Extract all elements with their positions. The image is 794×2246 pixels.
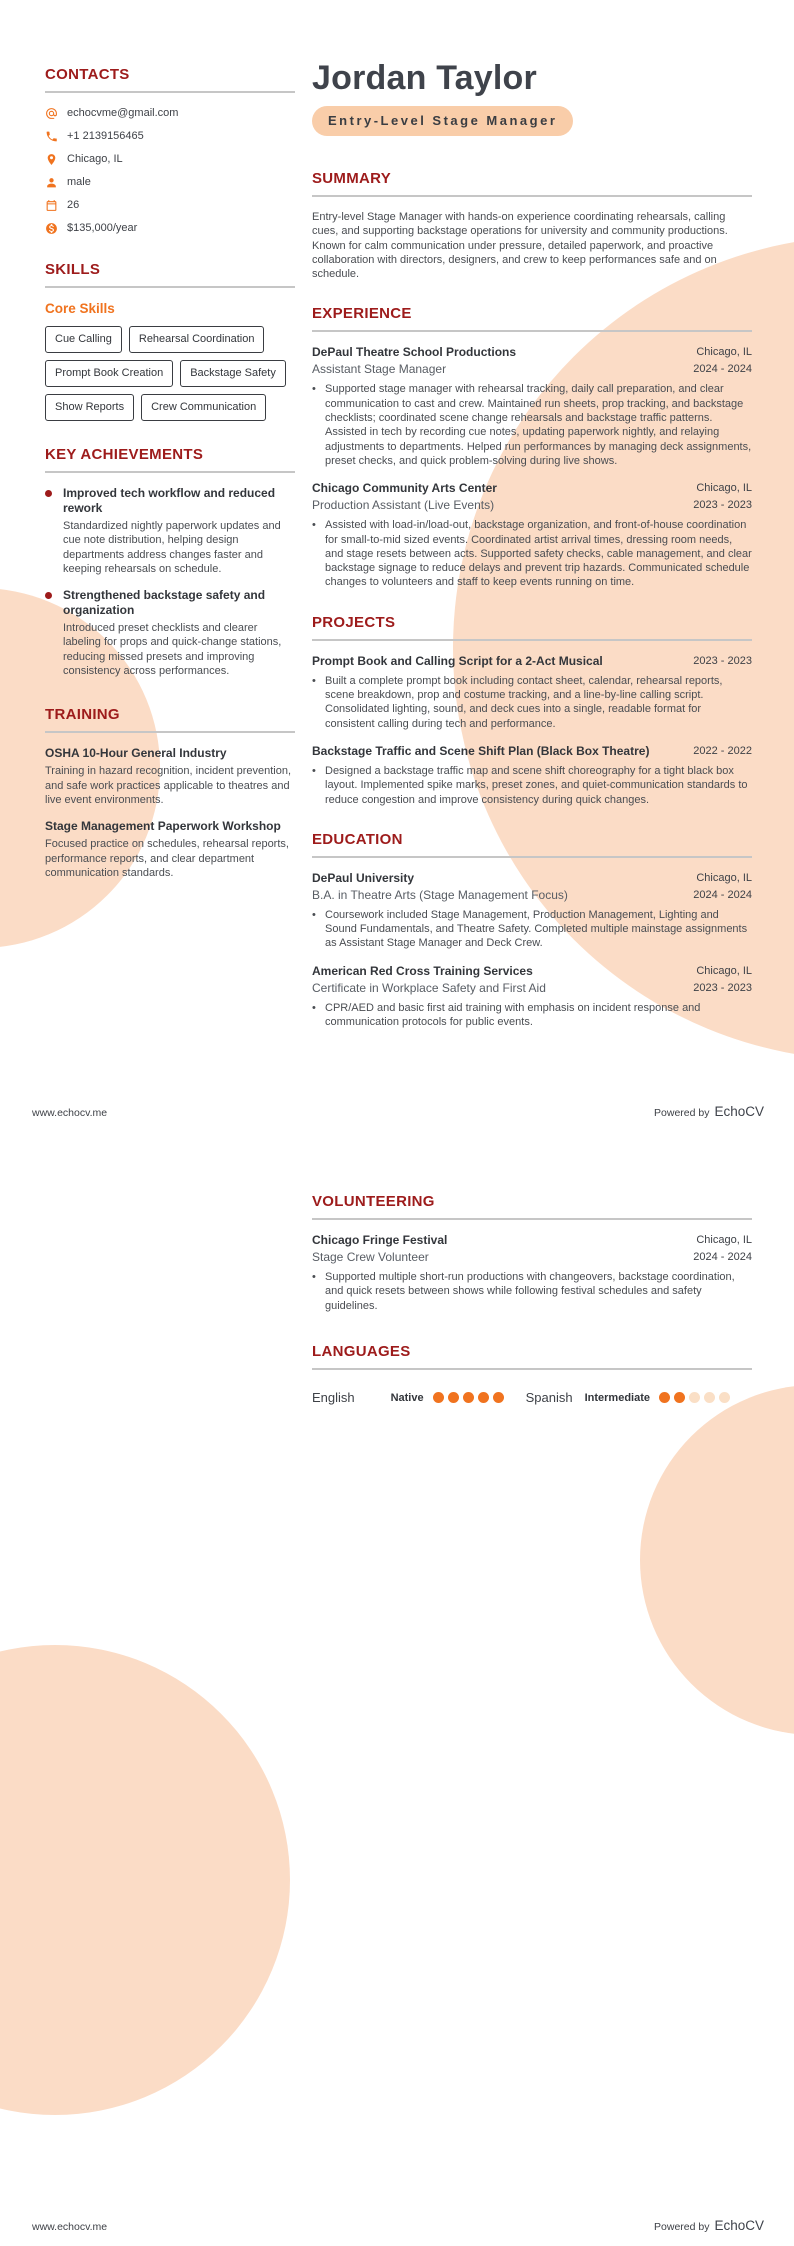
project-item: [312, 654, 752, 731]
volunteering-section: [312, 1193, 752, 1313]
decorative-circle: [640, 1385, 794, 1735]
brand-logo-text[interactable]: EchoCV: [714, 2218, 764, 2233]
bullet-dot: •: [312, 674, 316, 687]
main-column: [312, 58, 752, 1042]
main-column-page2: [312, 1193, 752, 1406]
contacts-section: [45, 66, 295, 235]
language-level-dots: [659, 1392, 730, 1403]
education-item: [312, 871, 752, 951]
bullet-dot: •: [312, 519, 316, 532]
project-title: Backstage Traffic and Scene Shift Plan (Black Box Theatre): [312, 743, 650, 758]
skill-chip: Show Reports: [45, 394, 134, 421]
bullet-dot: •: [312, 908, 316, 921]
project-bullet-text: Built a complete prompt book including contact sheet, calendar, rehearsal reports, scene breakdown, prop and costume tracking, and a line-by-line calling script. Consolidated lighting, sound, and deck cues into a single, readable format for consistent calling during tech and performance.: [325, 674, 723, 730]
education-location: Chicago, IL: [696, 964, 752, 977]
organization-name: Chicago Fringe Festival: [312, 1233, 448, 1247]
languages-heading: LANGUAGES: [312, 1343, 752, 1370]
company-name: Chicago Community Arts Center: [312, 481, 497, 496]
training-heading: TRAINING: [45, 706, 295, 733]
training-section: [45, 706, 295, 880]
achievement-title: Strengthened backstage safety and organization: [63, 588, 266, 618]
page-footer: [32, 1103, 764, 1121]
skill-chip: Prompt Book Creation: [45, 360, 173, 387]
school-name: DePaul University: [312, 870, 415, 885]
degree-name: Certificate in Workplace Safety and First Aid: [312, 980, 546, 995]
experience-item: [312, 481, 752, 589]
project-bullet: [312, 764, 752, 807]
education-item: [312, 964, 752, 1030]
powered-by: [654, 2217, 764, 2235]
projects-heading: PROJECTS: [312, 614, 752, 641]
volunteer-role: Stage Crew Volunteer: [312, 1250, 429, 1264]
achievement-description: Introduced preset checklists and clearer labeling for props and quick-change stations, reducing missed presets and improving consistency across performances.: [63, 622, 282, 678]
level-dot: [689, 1392, 700, 1403]
level-dot: [719, 1392, 730, 1403]
level-dot: [674, 1392, 685, 1403]
contact-age-text: 26: [67, 199, 80, 211]
level-dot: [659, 1392, 670, 1403]
contact-gender-text: male: [67, 176, 91, 188]
education-dates: 2024 - 2024: [693, 888, 752, 901]
experience-bullet-text: Assisted with load-in/load-out, backstage organization, and front-of-house coordination for small-to-mid sized events. Coordinated artist arrival times, dressing room needs, and stage resets between acts. Supported safety checks, cable management, and clear backstage signage to reduce delays and prevent trip hazards. Communicated schedule changes to volunteers and staff to keep events running on time.: [325, 519, 752, 589]
education-bullet: [312, 908, 752, 951]
education-section: [312, 831, 752, 1029]
training-title: Stage Management Paperwork Workshop: [45, 819, 281, 834]
bullet-dot-icon: [45, 588, 63, 678]
language-name: Spanish: [525, 1389, 573, 1405]
project-dates: 2022 - 2022: [693, 744, 752, 757]
skills-group-label: Core Skills: [45, 301, 115, 316]
contact-salary: [45, 221, 295, 235]
job-dates: 2024 - 2024: [693, 363, 752, 376]
job-title-badge: Entry-Level Stage Manager: [312, 106, 573, 136]
summary-heading: SUMMARY: [312, 170, 752, 197]
volunteering-bullet-text: Supported multiple short-run productions with changeovers, backstage coordination, and quick resets between shows while following festival schedules and safety guidelines.: [325, 1271, 735, 1312]
calendar-icon: [45, 199, 58, 212]
contact-email: [45, 106, 295, 120]
powered-by-text: Powered by: [654, 1107, 710, 1119]
achievement-title: Improved tech workflow and reduced rework: [63, 486, 276, 515]
skills-section: [45, 261, 295, 428]
phone-icon: [45, 130, 58, 143]
language-level: Intermediate: [584, 1391, 650, 1404]
experience-section: [312, 305, 752, 589]
training-description: Training in hazard recognition, incident prevention, and safe work practices applicable to theatres and live event environments.: [45, 765, 292, 806]
key-achievements-section: [45, 446, 295, 678]
person-icon: [45, 176, 58, 189]
project-title: Prompt Book and Calling Script for a 2-Act Musical: [312, 653, 603, 668]
contact-salary-text: $135,000/year: [67, 222, 138, 234]
training-item: [45, 746, 295, 807]
skills-heading: SKILLS: [45, 261, 295, 288]
job-location: Chicago, IL: [696, 482, 752, 495]
project-dates: 2023 - 2023: [693, 654, 752, 667]
bullet-dot-icon: [45, 486, 63, 576]
decorative-circle: [0, 1645, 290, 2115]
summary-text: Entry-level Stage Manager with hands-on experience coordinating rehearsals, calling cues, and supporting backstage operations for university and community productions. Known for calm communication under pressure, detailed paperwork, and proactive collaboration with directors, designers, and crew to keep performances safe and on schedule.: [312, 211, 728, 281]
page-footer: [32, 2217, 764, 2235]
website-link[interactable]: www.echocv.me: [32, 2221, 108, 2233]
experience-item: [312, 345, 752, 468]
projects-section: [312, 614, 752, 807]
volunteering-heading: VOLUNTEERING: [312, 1193, 752, 1220]
contacts-heading: CONTACTS: [45, 66, 295, 93]
sidebar: [45, 66, 295, 892]
brand-logo-text[interactable]: EchoCV: [714, 1104, 764, 1119]
key-achievements-heading: KEY ACHIEVEMENTS: [45, 446, 295, 473]
level-dot: [448, 1392, 459, 1403]
training-title: OSHA 10-Hour General Industry: [45, 746, 227, 761]
website-link[interactable]: www.echocv.me: [32, 1107, 108, 1119]
experience-bullet: [312, 382, 752, 468]
contact-gender: [45, 175, 295, 189]
language-level-dots: [433, 1392, 504, 1403]
powered-by-text: Powered by: [654, 2221, 710, 2233]
volunteering-location: Chicago, IL: [696, 1234, 752, 1246]
project-item: [312, 744, 752, 807]
experience-heading: EXPERIENCE: [312, 305, 752, 332]
education-bullet-text: CPR/AED and basic first aid training with emphasis on incident response and communication protocols for public events.: [325, 1001, 701, 1029]
job-location: Chicago, IL: [696, 346, 752, 359]
job-role: Production Assistant (Live Events): [312, 498, 495, 513]
bullet-dot: •: [312, 1271, 316, 1283]
project-bullet-text: Designed a backstage traffic map and scene shift choreography for a tight black box layout. Implemented spike marks, preset zones, and quiet-communication standards to reduce congestion and improve consistency during quick changes.: [325, 764, 748, 806]
education-heading: EDUCATION: [312, 831, 752, 858]
contact-email-text[interactable]: echocvme@gmail.com: [67, 107, 179, 119]
degree-name: B.A. in Theatre Arts (Stage Management Focus): [312, 887, 568, 902]
skill-chip: Backstage Safety: [180, 360, 286, 387]
bullet-dot: •: [312, 1001, 316, 1014]
volunteering-item: [312, 1233, 752, 1313]
contact-age: [45, 198, 295, 212]
level-dot: [478, 1392, 489, 1403]
education-location: Chicago, IL: [696, 871, 752, 884]
candidate-name: Jordan Taylor: [312, 59, 537, 97]
summary-section: [312, 170, 752, 281]
education-bullet-text: Coursework included Stage Management, Production Management, Lighting and Sound Fundamentals, and Theatre Safety. Completed multiple mainstage assignments as Assistant Stage Manager and Deck Crew.: [325, 908, 748, 950]
school-name: American Red Cross Training Services: [312, 963, 533, 978]
achievement-description: Standardized nightly paperwork updates and cue note distribution, helping design departments address changes faster and keeping rehearsals on schedule.: [63, 520, 281, 575]
project-bullet: [312, 674, 752, 731]
level-dot: [433, 1392, 444, 1403]
level-dot: [463, 1392, 474, 1403]
bullet-dot: •: [312, 383, 316, 396]
training-description: Focused practice on schedules, rehearsal reports, performance reports, and clear department communication standards.: [45, 838, 289, 879]
contact-location: [45, 152, 295, 166]
education-dates: 2023 - 2023: [693, 981, 752, 994]
skill-chip: Cue Calling: [45, 326, 122, 353]
level-dot: [704, 1392, 715, 1403]
bullet-dot: •: [312, 764, 316, 777]
job-dates: 2023 - 2023: [693, 499, 752, 512]
skill-chip: Crew Communication: [141, 394, 266, 421]
achievement-item: [45, 588, 295, 678]
contact-phone: [45, 129, 295, 143]
powered-by: [654, 1103, 764, 1121]
job-role: Assistant Stage Manager: [312, 362, 447, 377]
training-item: [45, 819, 295, 880]
languages-section: [312, 1343, 752, 1406]
salary-icon: [45, 222, 58, 235]
languages-row: [312, 1390, 752, 1406]
language-level: Native: [390, 1391, 424, 1404]
volunteering-bullet: [312, 1270, 752, 1313]
email-icon: [45, 107, 58, 120]
volunteering-dates: 2024 - 2024: [693, 1251, 752, 1263]
location-icon: [45, 153, 58, 166]
contact-location-text: Chicago, IL: [67, 153, 123, 165]
contact-phone-text: +1 2139156465: [67, 130, 144, 142]
experience-bullet-text: Supported stage manager with rehearsal tracking, daily call preparation, and clear communication to cast and crew. Maintained run sheets, prop tracking, and backstage checklists; coordinated scene change rehearsals and backstage traffic patterns. Assisted in tech by recording cue notes, updating paperwork nightly, and relaying adjustments to departments. Helped run performances by managing deck assignments, preset checks, and quick problem-solving during live shows.: [325, 383, 752, 467]
achievement-item: [45, 486, 295, 576]
experience-bullet: [312, 518, 752, 589]
education-bullet: [312, 1001, 752, 1030]
level-dot: [493, 1392, 504, 1403]
skill-chip: Rehearsal Coordination: [129, 326, 265, 353]
language-name: English: [312, 1389, 355, 1405]
skills-chip-list: [45, 326, 295, 428]
company-name: DePaul Theatre School Productions: [312, 345, 517, 360]
